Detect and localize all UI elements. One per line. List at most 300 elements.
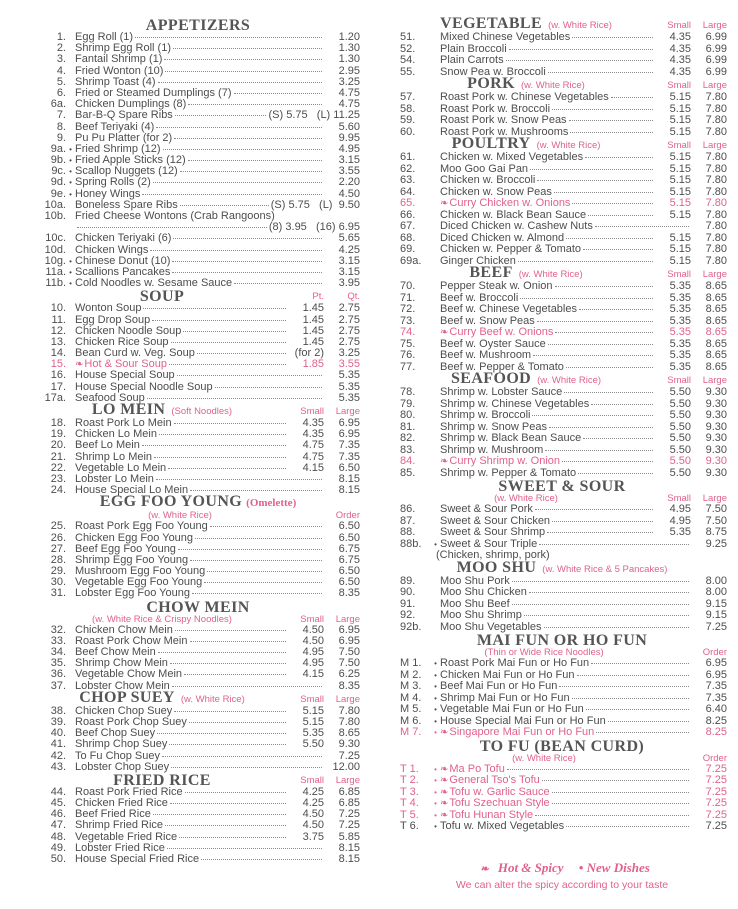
- item-price: 8.25: [705, 714, 727, 727]
- menu-item: [397, 504, 727, 516]
- dot-leader: [564, 392, 653, 393]
- section-note: (w. White Rice): [518, 269, 583, 280]
- item-number: 28.: [50, 553, 66, 566]
- item-number: 4.: [56, 64, 66, 77]
- menu-item: [397, 658, 727, 670]
- item-name: Moo Shu Vegetables: [440, 620, 542, 633]
- section-title-wrap: [397, 480, 727, 493]
- item-price-small: 4.95: [669, 514, 691, 527]
- section-fried-rice: [36, 771, 360, 865]
- section-title-wrap: [397, 634, 727, 647]
- section-title-wrap: [397, 17, 655, 32]
- item-name: Curry Beef w. Onions: [449, 326, 554, 338]
- item-price-small: 5.15: [302, 704, 324, 717]
- item-price-large: 7.80: [338, 704, 360, 717]
- item-number: 1.: [56, 31, 66, 43]
- item-price: 4.75: [338, 98, 360, 111]
- item-price-small: 5.50: [669, 466, 691, 479]
- item-number: 11a.: [45, 265, 66, 278]
- item-number: 43.: [50, 760, 66, 773]
- item-price-large: 7.80: [705, 197, 727, 209]
- new-dish-icon: •: [434, 682, 437, 691]
- item-name: Moo Goo Gai Pan: [440, 162, 529, 175]
- menu-item: [397, 198, 727, 210]
- item-name: Shrimp Chop Suey: [75, 738, 168, 751]
- section-title-wrap: [36, 495, 360, 510]
- section-title: BEEF: [469, 264, 513, 281]
- item-name: Shrimp w. Broccoli: [440, 409, 531, 421]
- item-price: 1.30: [338, 42, 360, 55]
- section-title: APPETIZERS: [145, 17, 251, 34]
- item-price-large: 6.99: [705, 54, 727, 66]
- item-price-small: 5.35: [302, 727, 324, 740]
- item-number: 6a.: [50, 98, 66, 111]
- section-note: (w. White Rice): [536, 140, 601, 151]
- item-price-large: 7.25: [338, 808, 360, 821]
- item-price-large: 2.75: [338, 335, 360, 348]
- item-number: 77.: [400, 360, 416, 373]
- item-name: Plain Carrots: [440, 54, 504, 66]
- item-name: Beef Teriyaki (4): [75, 120, 155, 133]
- item-name: Pepper Steak w. Onion: [440, 280, 553, 292]
- dot-leader: [537, 180, 653, 181]
- item-name: Snow Pea w. Broccoli: [440, 65, 546, 78]
- section-header: [397, 737, 727, 755]
- section-vegetable: [397, 15, 727, 78]
- item-price-large: 8.65: [705, 337, 727, 350]
- item-name: Shrimp w. Black Bean Sauce: [440, 432, 582, 444]
- dot-leader: [547, 532, 653, 533]
- column-label: Large: [702, 140, 727, 151]
- item-name: Chicken Mai Fun or Ho Fun: [440, 668, 575, 681]
- item-price-small: 5.35: [669, 526, 691, 538]
- item-price-small: 5.50: [669, 455, 691, 467]
- item-price: 4.95: [338, 142, 360, 155]
- item-price-large: 6.95: [338, 417, 360, 429]
- item-name: Sweet & Sour Chicken: [440, 514, 551, 527]
- item-name: Diced Chicken w. Almond: [440, 231, 565, 244]
- new-dish-icon: •: [69, 189, 72, 199]
- dot-leader: [173, 238, 322, 239]
- item-price-small: 5.50: [669, 443, 691, 456]
- dot-leader: [585, 157, 653, 158]
- item-number: 67.: [400, 220, 416, 232]
- dot-leader: [163, 149, 322, 150]
- item-number: 60.: [400, 125, 416, 138]
- item-price-large: 7.80: [705, 162, 727, 175]
- dot-leader: [197, 353, 286, 354]
- dot-leader: [512, 604, 689, 605]
- menu-item: [397, 152, 727, 164]
- section-title: SEAFOOD: [450, 370, 532, 387]
- item-number: 88.: [400, 526, 416, 538]
- item-name: Scallions Pancakes: [75, 265, 171, 278]
- dot-leader: [532, 415, 653, 416]
- column-label: Large: [702, 269, 727, 280]
- item-name: House Special Mai Fun or Ho Fun: [440, 714, 606, 727]
- dot-leader: [544, 627, 689, 628]
- column-label: Small: [667, 493, 691, 504]
- dot-leader: [150, 250, 322, 251]
- section-note: (Thin or Wide Rice Noodles): [484, 647, 604, 658]
- item-name: Chicken w. Mixed Vegetables: [440, 151, 584, 163]
- item-price-small: 4.35: [669, 54, 691, 66]
- dot-leader: [185, 792, 286, 793]
- section-title: VEGETABLE: [440, 15, 543, 32]
- item-name: Chicken Chop Suey: [75, 704, 173, 717]
- item-price: 3.15: [338, 154, 360, 167]
- item-name: Fried Apple Sticks (12): [75, 154, 186, 167]
- item-name: Shrimp Toast (4): [75, 75, 156, 88]
- dot-leader: [542, 780, 689, 781]
- item-price-small: 5.15: [669, 208, 691, 221]
- item-price: 8.15: [338, 841, 360, 854]
- item-name: Bean Curd w. Veg. Soup: [75, 347, 195, 360]
- dot-leader: [164, 59, 322, 60]
- dot-leader: [180, 205, 269, 206]
- dot-leader: [174, 138, 322, 139]
- hot-pepper-icon: ❧: [440, 198, 449, 209]
- section-header: [36, 688, 360, 706]
- item-number: 19.: [50, 428, 66, 441]
- item-name: Beef w. Broccoli: [440, 291, 519, 304]
- item-price-small: 5.35: [669, 314, 691, 327]
- item-number: 7.: [56, 109, 66, 122]
- item-price-large: 7.80: [705, 91, 727, 103]
- legend-hot-label: Hot & Spicy: [497, 860, 564, 875]
- column-label: Large: [702, 375, 727, 386]
- item-price-large: 8.65: [705, 360, 727, 373]
- menu-item: [397, 92, 727, 104]
- dot-leader: [156, 127, 322, 128]
- item-price-small: 5.50: [302, 738, 324, 751]
- dot-leader: [207, 571, 322, 572]
- item-price: 8.35: [338, 587, 360, 600]
- menu-column-right: [397, 15, 727, 833]
- dot-leader: [188, 160, 322, 161]
- item-price-large: 7.35: [338, 439, 360, 452]
- new-dish-icon: •: [434, 716, 437, 726]
- dot-leader: [153, 182, 322, 183]
- item-price-small: (for 2): [294, 347, 324, 360]
- dot-leader: [190, 641, 287, 642]
- item-name: Sweet & Sour Pork: [440, 503, 533, 515]
- section-to-fu-bean-curd: [397, 737, 727, 833]
- item-number: 9e.: [50, 187, 66, 200]
- item-number: 10c.: [45, 232, 66, 245]
- item-price: 7.25: [705, 620, 727, 633]
- item-number: 69a.: [400, 254, 422, 267]
- item-price-small: 5.50: [669, 397, 691, 410]
- menu-item: [397, 764, 727, 776]
- item-price-large: 7.50: [705, 514, 727, 527]
- section-note: (w. White Rice): [494, 493, 558, 504]
- section-title-wrap: [397, 558, 727, 576]
- item-name: Shrimp w. Pepper & Tomato: [440, 466, 577, 479]
- item-name: Shrimp w. Snow Peas: [440, 420, 547, 433]
- item-number: 10g.: [44, 254, 66, 267]
- section-mai-fun-or-ho-fun: [397, 634, 727, 739]
- menu-item: [397, 775, 727, 787]
- menu-item: [36, 233, 360, 244]
- new-dish-icon: •: [434, 539, 437, 549]
- new-dish-icon: •: [434, 799, 437, 808]
- dot-leader: [552, 109, 653, 110]
- item-number: 66.: [400, 208, 416, 221]
- section-title: POULTRY: [451, 135, 531, 152]
- menu-item: [36, 278, 360, 289]
- item-name: Chicken Fried Rice: [75, 797, 168, 810]
- item-number: 2.: [56, 42, 66, 55]
- item-price-large: 7.35: [338, 450, 360, 463]
- item-price-small: 4.75: [302, 450, 324, 463]
- item-name: Hot & Sour Soup: [84, 358, 167, 371]
- item-price: 2.20: [338, 176, 360, 189]
- hot-pepper-icon: ❧: [440, 798, 449, 809]
- new-dish-icon: •: [434, 787, 437, 797]
- item-price-large: 7.80: [705, 208, 727, 221]
- hot-pepper-icon: ❧: [440, 763, 449, 775]
- section-poultry: [397, 135, 727, 267]
- dot-leader: [201, 859, 322, 860]
- dot-leader: [537, 321, 653, 322]
- item-price-large: 6.99: [705, 31, 727, 43]
- dot-leader: [188, 104, 322, 105]
- item-price: 8.15: [338, 484, 360, 497]
- item-price: 9.15: [705, 597, 727, 610]
- dot-leader: [234, 93, 322, 94]
- section-note: (w. White Rice): [548, 20, 612, 31]
- item-name: Beef w. Mushroom: [440, 349, 532, 361]
- dot-leader: [170, 803, 286, 804]
- item-price-small: 4.50: [302, 634, 324, 647]
- item-number: 69.: [400, 243, 416, 255]
- spicy-note: We can alter the spicy according to your taste: [455, 879, 669, 891]
- item-price: 4.75: [338, 86, 360, 99]
- column-label: Large: [702, 20, 727, 31]
- dot-leader: [552, 803, 689, 804]
- legend-hot-spicy: [474, 860, 563, 875]
- item-name: Shrimp Egg Foo Young: [75, 553, 189, 566]
- item-price-large: 7.80: [338, 715, 360, 728]
- menu-item: [36, 521, 360, 532]
- dot-leader: [566, 238, 653, 239]
- item-name: Fantail Shrimp (1): [75, 53, 163, 66]
- new-dish-icon: •: [434, 659, 437, 668]
- item-name: Fried or Steamed Dumplings (7): [75, 86, 232, 99]
- item-number: 74.: [400, 326, 416, 338]
- item-price-small: 1.45: [302, 313, 324, 326]
- item-name: Shrimp Egg Roll (1): [75, 42, 171, 55]
- section-header: [36, 771, 360, 789]
- item-name: Beef w. Snow Peas: [440, 314, 535, 327]
- item-number: 25.: [50, 520, 66, 533]
- item-number: 26.: [50, 531, 66, 544]
- item-number: 83.: [400, 443, 416, 456]
- menu-item: [397, 304, 727, 316]
- item-number: 16.: [50, 369, 66, 382]
- section-title-wrap: [397, 737, 727, 755]
- item-number: 10b.: [44, 210, 66, 222]
- legend: [397, 860, 727, 892]
- item-number: 80.: [400, 409, 416, 421]
- item-name: Beef Chop Suey: [75, 727, 156, 740]
- dot-leader: [173, 48, 322, 49]
- item-name: Shrimp Mai Fun or Ho Fun: [440, 691, 570, 704]
- item-name: Tofu w. Mixed Vegetables: [440, 820, 565, 832]
- item-number: 72.: [400, 303, 416, 315]
- item-name: Vegetable Egg Foo Young: [75, 576, 203, 589]
- item-number: M 1.: [400, 657, 422, 669]
- item-name: Chicken w. Pepper & Tomato: [440, 243, 582, 255]
- item-name: Roast Pork w. Broccoli: [440, 102, 551, 115]
- item-number: 33.: [50, 634, 66, 647]
- item-price-large: 2.75: [338, 302, 360, 315]
- item-price-large: 7.80: [705, 114, 727, 126]
- dot-leader: [596, 732, 689, 733]
- item-name: Diced Chicken w. Cashew Nuts: [440, 220, 593, 232]
- item-name: Shrimp Chow Mein: [75, 657, 168, 670]
- section-title: LO MEIN: [91, 401, 166, 418]
- menu-item: [397, 32, 727, 44]
- section-appetizers: [36, 19, 360, 289]
- dot-leader: [172, 272, 322, 273]
- item-price: 8.00: [705, 586, 727, 598]
- new-dish-icon: •: [434, 728, 437, 737]
- item-price: 6.50: [338, 576, 360, 589]
- dot-leader: [204, 582, 322, 583]
- dot-leader: [167, 848, 322, 849]
- column-label: Small: [300, 406, 324, 417]
- item-price: 3.55: [338, 165, 360, 178]
- item-number: 8.: [56, 120, 66, 133]
- item-price-large: 9.30: [705, 409, 727, 421]
- item-name: Boneless Spare Ribs: [75, 198, 178, 211]
- item-price: 4.25: [338, 243, 360, 256]
- item-price-small: 5.15: [669, 102, 691, 115]
- item-price: 1.20: [338, 31, 360, 43]
- section-note: (w. White Rice): [537, 375, 602, 386]
- item-name: House Special Noodle Soup: [75, 380, 213, 393]
- menu-item: [397, 221, 727, 233]
- item-number: M 5.: [400, 703, 422, 715]
- item-name: Curry Shrimp w. Onion: [449, 455, 561, 467]
- item-number: 17a.: [44, 391, 66, 404]
- dot-leader: [189, 722, 286, 723]
- item-price-large: 7.80: [705, 243, 727, 255]
- dot-leader: [507, 769, 689, 770]
- dot-leader: [530, 169, 653, 170]
- item-price: 8.35: [338, 679, 360, 692]
- dot-leader: [153, 814, 286, 815]
- item-number: 21.: [50, 450, 66, 463]
- new-dish-icon: •: [434, 705, 437, 714]
- section-note: (w. White Rice & 5 Pancakes): [542, 563, 668, 575]
- dot-leader: [520, 298, 653, 299]
- item-number: 92b.: [400, 620, 422, 633]
- item-price-large: 7.50: [338, 657, 360, 670]
- item-number: 9b.: [50, 154, 66, 167]
- item-price: 6.50: [338, 565, 360, 578]
- hot-pepper-icon: ❧: [440, 809, 449, 821]
- item-price-large: 7.80: [705, 102, 727, 115]
- section-title-wrap: [397, 372, 655, 387]
- dot-leader: [583, 249, 653, 250]
- item-name: Mixed Chinese Vegetables: [440, 31, 571, 43]
- item-price: 7.25: [705, 797, 727, 809]
- hot-pepper-icon: ❧: [440, 456, 449, 467]
- section-header: [397, 558, 727, 576]
- hot-pepper-icon: ❧: [440, 327, 449, 338]
- item-name: Chicken Chow Mein: [75, 623, 173, 636]
- item-price: 7.25: [705, 808, 727, 821]
- item-number: 75.: [400, 337, 416, 350]
- item-price-large: 7.25: [338, 819, 360, 832]
- dot-leader: [143, 308, 286, 309]
- item-name: Bar-B-Q Spare Ribs: [75, 109, 173, 122]
- item-price-large: 9.30: [705, 432, 727, 444]
- item-number: 84.: [400, 455, 416, 467]
- column-label: Small: [667, 375, 691, 386]
- item-price-large: 7.80: [705, 151, 727, 163]
- item-number: 24.: [50, 484, 66, 497]
- dot-leader: [172, 686, 322, 687]
- dot-leader: [548, 72, 653, 73]
- item-number: 47.: [50, 819, 66, 832]
- column-label: Qt.: [347, 291, 360, 303]
- section-title: CHOP SUEY: [79, 688, 175, 706]
- item-name: Chicken Dumplings (8): [75, 98, 187, 111]
- item-name: Roast Pork Mai Fun or Ho Fun: [440, 657, 590, 669]
- new-dish-icon: •: [69, 178, 72, 188]
- item-price: 3.25: [338, 75, 360, 88]
- menu-item: [397, 244, 727, 256]
- dot-leader: [135, 37, 322, 38]
- new-dish-icon: •: [69, 267, 72, 277]
- dot-leader: [533, 355, 653, 356]
- dot-leader: [506, 60, 653, 61]
- item-price-large: 7.50: [338, 646, 360, 658]
- column-label: Large: [335, 774, 360, 786]
- dot-leader: [566, 367, 653, 368]
- item-price: 5.65: [338, 232, 360, 245]
- hot-pepper-icon: ❧: [440, 727, 449, 738]
- dot-leader: [156, 479, 322, 480]
- menu-item: [397, 387, 727, 399]
- item-number: 36.: [50, 668, 66, 681]
- new-dish-icon: •: [69, 256, 72, 266]
- section-beef: [397, 264, 727, 373]
- item-number: T 2.: [400, 774, 419, 786]
- item-name: Tofu Szechuan Style: [449, 797, 550, 809]
- item-number: 59.: [400, 114, 416, 126]
- section-header: [397, 480, 727, 493]
- item-number: 9c.: [51, 165, 66, 178]
- menu-item: [397, 410, 727, 422]
- item-price-small: 5.35: [669, 326, 691, 338]
- item-price: 9.95: [338, 131, 360, 144]
- item-price-large: 9.30: [705, 386, 727, 398]
- item-name: Vegetable Fried Rice: [75, 830, 178, 843]
- item-price-small: 1.45: [302, 302, 324, 315]
- item-price: 5.35: [338, 369, 360, 382]
- item-number: 20.: [50, 439, 66, 452]
- item-name: Moo Shu Shrimp: [440, 609, 522, 621]
- item-price-large: 7.80: [705, 254, 727, 267]
- section-note: (w. White Rice & Crispy Noodles): [92, 613, 232, 625]
- item-name: Wonton Soup: [75, 302, 142, 315]
- menu-item: [36, 122, 360, 133]
